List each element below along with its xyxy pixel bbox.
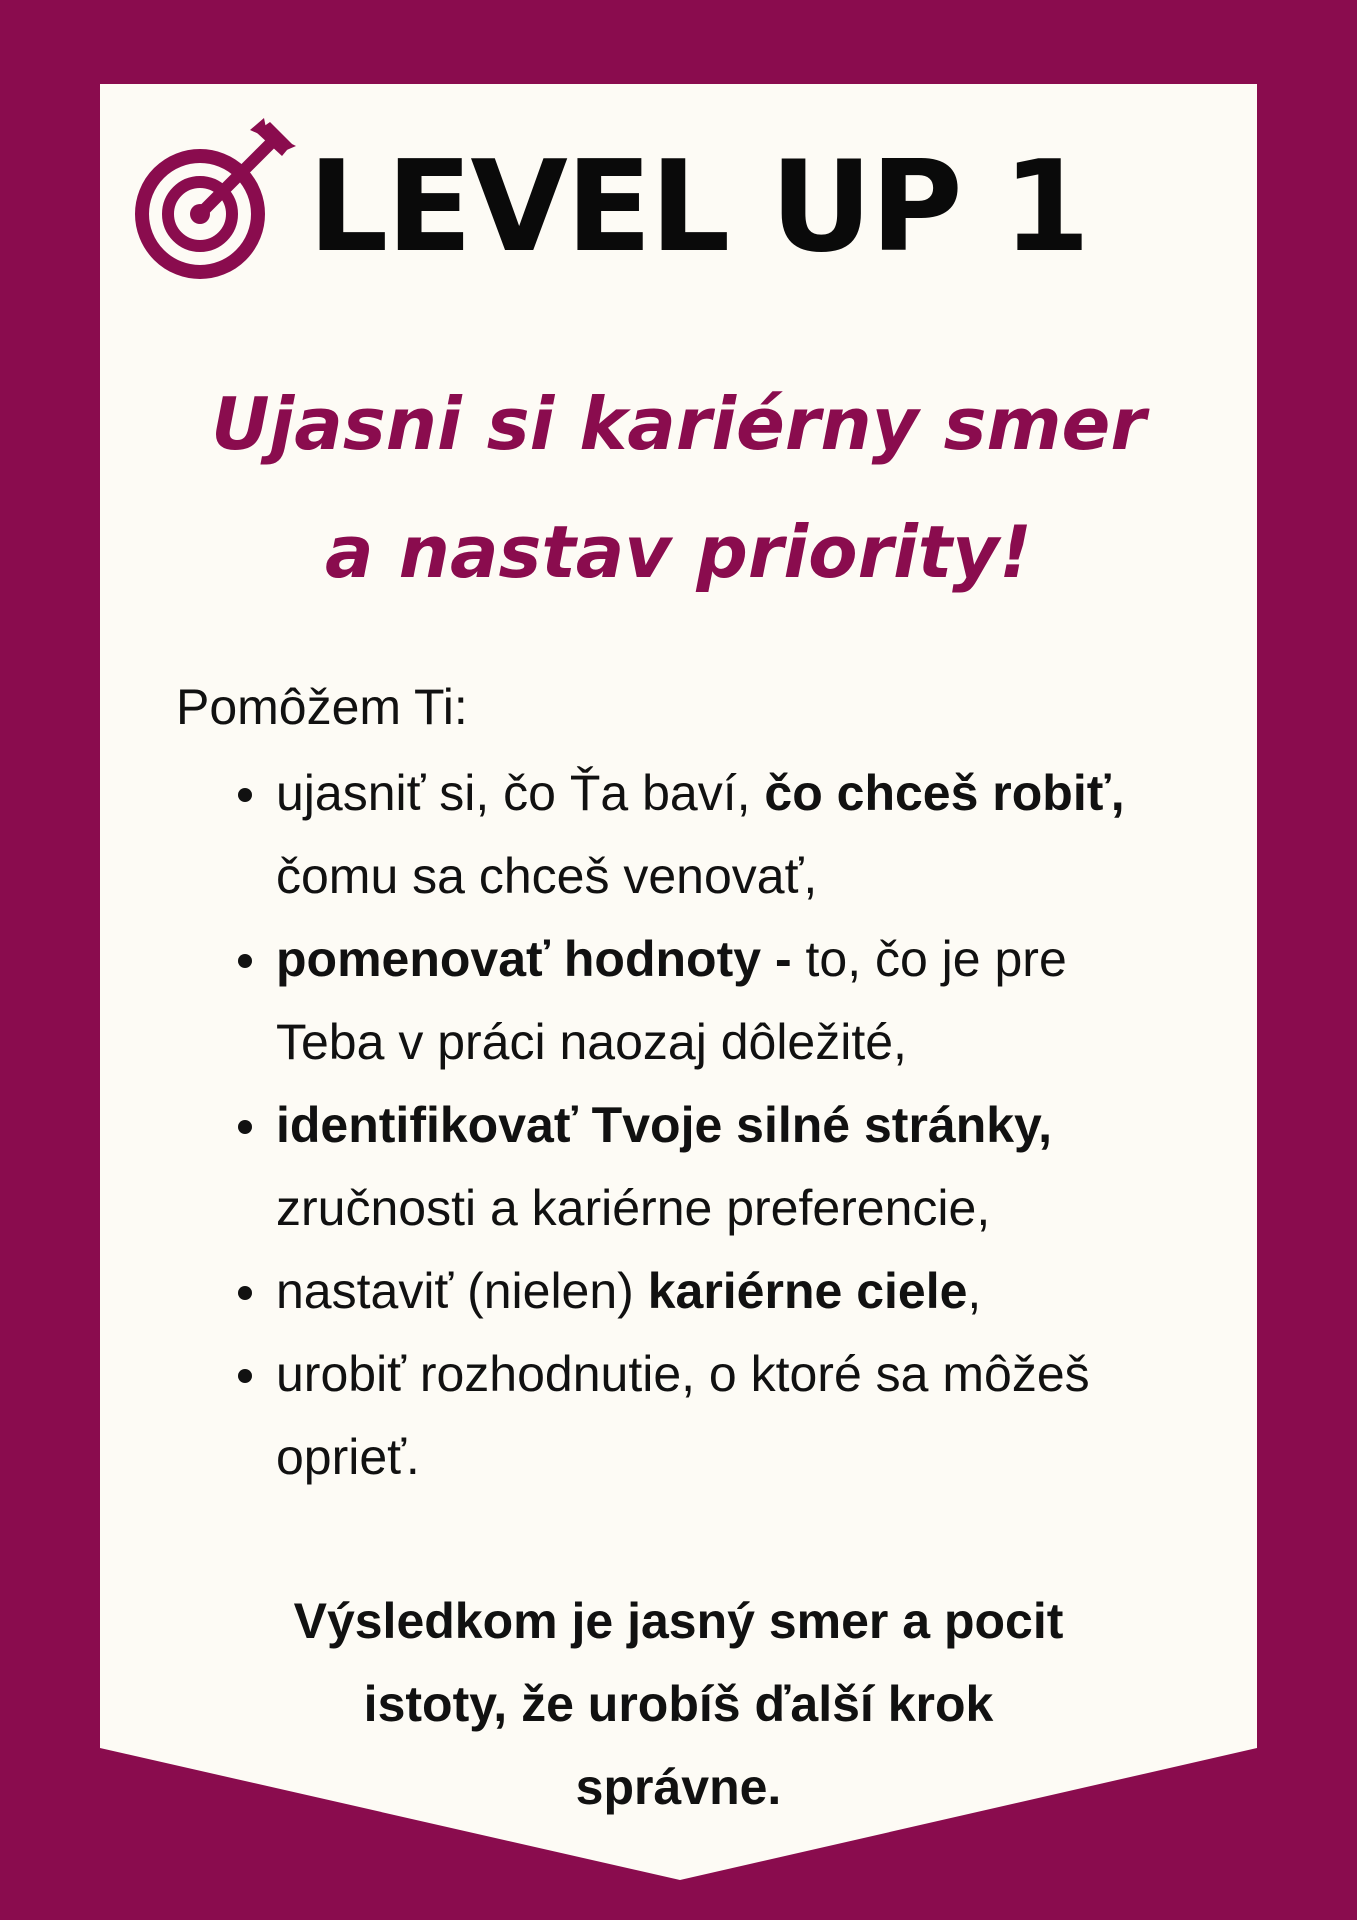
item-bold-text: kariérne ciele [647, 1263, 968, 1319]
list-item [276, 752, 1176, 918]
item-bold-text: čo chceš robiť, [764, 765, 1125, 821]
benefit-list [276, 752, 1176, 1499]
subtitle [100, 360, 1257, 616]
item-bold-text: identifikovať Tvoje silné stránky, [276, 1097, 1053, 1153]
subtitle-line: a nastav priority! [325, 510, 1032, 594]
item-text: zručnosti a kariérne preferencie, [276, 1180, 991, 1236]
item-text: nastaviť (nielen) [276, 1263, 648, 1319]
item-text: to, čo je pre Teba v práci naozaj dôležité, [276, 931, 1067, 1070]
result-statement [200, 1580, 1157, 1829]
list-item [276, 1084, 1176, 1250]
subtitle-line: Ujasni si kariérny smer [211, 382, 1146, 466]
intro-text: Pomôžem Ti: [176, 679, 468, 735]
page-title: LEVEL UP 1 [308, 133, 1089, 280]
result-line: Výsledkom je jasný smer a pocit [293, 1593, 1064, 1649]
list-item [276, 918, 1176, 1084]
result-line: istoty, že urobíš ďalší krok [363, 1676, 994, 1732]
list-item [276, 1333, 1176, 1499]
list-item [276, 1250, 1176, 1333]
item-text: ujasniť si, čo Ťa baví, [276, 765, 765, 821]
target-arrow-icon [132, 118, 302, 284]
result-line: správne. [575, 1759, 782, 1815]
item-text: čomu sa chceš venovať, [276, 848, 818, 904]
item-bold-text: pomenovať hodnoty - [276, 931, 806, 987]
item-text: urobiť rozhodnutie, o ktoré sa môžeš oprieť. [276, 1346, 1090, 1485]
item-text: , [967, 1263, 982, 1319]
